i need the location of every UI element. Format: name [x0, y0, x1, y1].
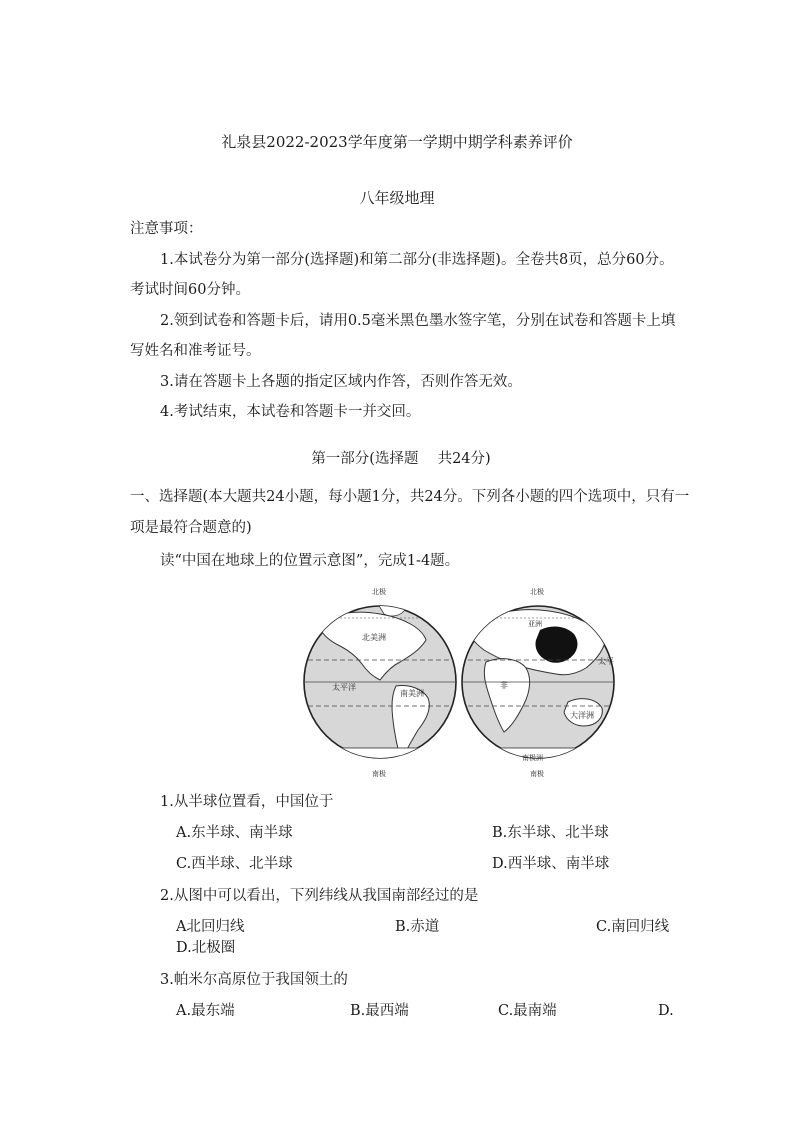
hemispheres-map	[300, 584, 620, 780]
label-asia: 亚洲	[528, 620, 542, 628]
section-heading-line-2: 项是最符合题意的)	[130, 520, 252, 536]
question-2-option-d: D.北极圈	[176, 940, 236, 956]
label-north-pole-east: 北极	[530, 588, 544, 596]
part1-heading: 第一部分(选择题 共24分)	[311, 451, 491, 467]
question-2-stem: 2.从图中可以看出，下列纬线从我国南部经过的是	[160, 888, 479, 904]
note-4: 4.考试结束，本试卷和答题卡一并交回。	[160, 404, 421, 420]
question-1-option-b: B.东半球、北半球	[492, 825, 609, 841]
note-2-line-2: 写姓名和准考证号。	[130, 343, 261, 359]
exam-subject: 八年级地理	[359, 189, 435, 207]
section-heading-line-1: 一、选择题(本大题共24小题，每小题1分，共24分。下列各小题的四个选项中，只有一	[130, 489, 690, 505]
question-3-option-d: D.	[658, 1003, 674, 1019]
question-3-option-c: C.最南端	[498, 1003, 557, 1019]
question-2-option-c: C.南回归线	[596, 919, 670, 935]
note-3: 3.请在答题卡上各题的指定区域内作答，否则作答无效。	[160, 374, 522, 390]
label-north-america: 北美洲	[362, 633, 386, 642]
label-antarctica: 南极洲	[522, 754, 543, 762]
note-1-line-1: 1.本试卷分为第一部分(选择题)和第二部分(非选择题)。全卷共8页，总分60分。	[160, 252, 674, 268]
question-1-option-c: C.西半球、北半球	[176, 856, 293, 872]
label-south-pole-east: 南极	[530, 770, 544, 778]
exam-title: 礼泉县2022-2023学年度第一学期中期学科素养评价	[221, 133, 573, 151]
question-2-option-a: A北回归线	[176, 919, 245, 935]
question-2-option-b: B.赤道	[395, 919, 440, 935]
question-3-option-b: B.最西端	[350, 1003, 409, 1019]
question-1-option-a: A.东半球、南半球	[176, 825, 293, 841]
label-north-pole-west: 北极	[372, 588, 386, 596]
map-intro: 读“中国在地球上的位置示意图”，完成1-4题。	[160, 553, 460, 569]
question-3-option-a: A.最东端	[176, 1003, 235, 1019]
label-oceania: 大洋洲	[570, 711, 594, 720]
notes-heading: 注意事项：	[130, 221, 203, 237]
eastern-hemisphere	[460, 606, 620, 768]
label-pacific-east: 太平	[598, 657, 614, 666]
note-2-line-1: 2.领到试卷和答题卡后，请用0.5毫米黑色墨水签字笔，分别在试卷和答题卡上填	[160, 313, 676, 329]
label-africa: 非	[500, 681, 508, 690]
label-south-america: 南美洲	[400, 689, 424, 698]
label-pacific: 太平洋	[332, 683, 356, 692]
question-1-option-d: D.西半球、南半球	[492, 856, 610, 872]
label-south-pole-west: 南极	[372, 770, 386, 778]
question-1-stem: 1.从半球位置看，中国位于	[160, 794, 334, 810]
question-3-stem: 3.帕米尔高原位于我国领土的	[160, 972, 348, 988]
western-hemisphere	[300, 601, 470, 768]
note-1-line-2: 考试时间60分钟。	[130, 282, 250, 298]
